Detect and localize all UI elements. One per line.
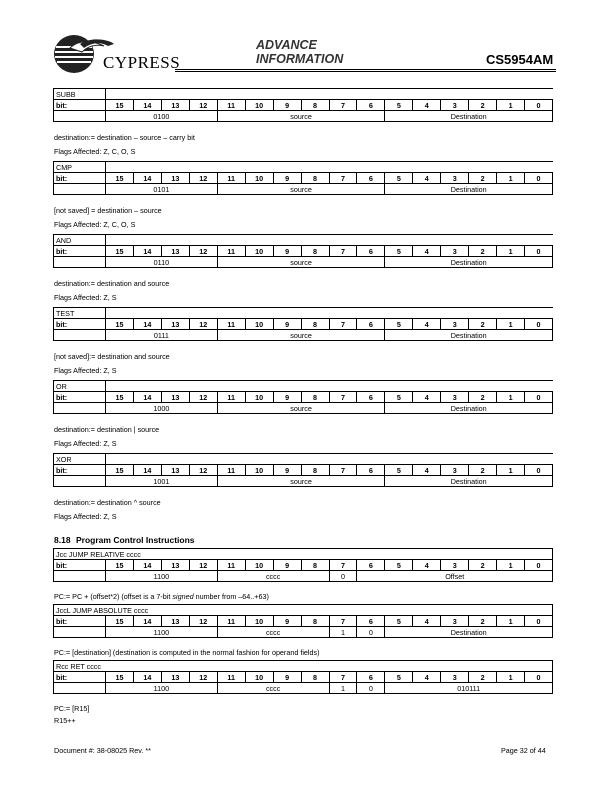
instruction-name: AND — [54, 235, 106, 246]
bit-number: 1 — [497, 392, 525, 403]
bit-number: 12 — [189, 173, 217, 184]
bit-number: 2 — [469, 560, 497, 571]
bit7-field: 1 — [329, 627, 357, 638]
bit-row — [54, 616, 553, 627]
bit-number: 9 — [273, 616, 301, 627]
bit-number: 8 — [301, 246, 329, 257]
bit-number: 0 — [525, 246, 553, 257]
rcc-table — [53, 660, 553, 694]
bit-number: 15 — [106, 100, 134, 111]
bit-number: 6 — [357, 173, 385, 184]
bit-number: 3 — [441, 319, 469, 330]
source-field: source — [217, 184, 385, 195]
bit-number: 5 — [385, 616, 413, 627]
bit-number: 13 — [161, 246, 189, 257]
bit-number: 6 — [357, 246, 385, 257]
bit-number: 14 — [133, 560, 161, 571]
bit-number: 10 — [245, 560, 273, 571]
operation-description: destination:= destination ^ source — [54, 498, 161, 507]
bit-number: 12 — [189, 100, 217, 111]
bit-number: 12 — [189, 560, 217, 571]
bit-number: 1 — [497, 672, 525, 683]
bit-number: 4 — [413, 319, 441, 330]
bit-number: 1 — [497, 100, 525, 111]
jccl-table — [53, 604, 553, 638]
bit-number: 11 — [217, 246, 245, 257]
bit-number: 9 — [273, 246, 301, 257]
bit-number: 5 — [385, 173, 413, 184]
bit-number: 3 — [441, 465, 469, 476]
bit-number: 4 — [413, 560, 441, 571]
bit-number: 9 — [273, 100, 301, 111]
bit-number: 3 — [441, 560, 469, 571]
bit-number: 3 — [441, 100, 469, 111]
bit-label: bit: — [54, 173, 106, 184]
bit-number: 0 — [525, 100, 553, 111]
bit-number: 14 — [133, 392, 161, 403]
bit-number: 9 — [273, 392, 301, 403]
bit-number: 8 — [301, 672, 329, 683]
bit-number: 15 — [106, 392, 134, 403]
bit-label: bit: — [54, 616, 106, 627]
bit-number: 5 — [385, 246, 413, 257]
bit-number: 7 — [329, 319, 357, 330]
bit-number: 2 — [469, 672, 497, 683]
bit-number: 13 — [161, 173, 189, 184]
bit-number: 12 — [189, 616, 217, 627]
bit-number: 8 — [301, 616, 329, 627]
bit-number: 14 — [133, 319, 161, 330]
bit-label: bit: — [54, 465, 106, 476]
instruction-name: Rcc RET cccc — [54, 661, 553, 672]
bit-number: 6 — [357, 672, 385, 683]
section-number: 8.18 — [54, 535, 71, 545]
bit-number: 10 — [245, 465, 273, 476]
bit-number: 10 — [245, 173, 273, 184]
bit-number: 0 — [525, 319, 553, 330]
bit-number: 7 — [329, 465, 357, 476]
instruction-table — [53, 234, 553, 268]
destination-field: Destination — [385, 111, 553, 122]
operation-description: [not saved] = destination – source — [54, 206, 162, 215]
bit-number: 13 — [161, 560, 189, 571]
bit-number: 0 — [525, 560, 553, 571]
bit-number: 14 — [133, 616, 161, 627]
destination-field: Destination — [385, 184, 553, 195]
instruction-table — [53, 307, 553, 341]
opcode-field: 1100 — [106, 571, 218, 582]
ret-field: 010111 — [385, 683, 553, 694]
bit-number: 0 — [525, 173, 553, 184]
offset-field: Offset — [357, 571, 553, 582]
instruction-table — [53, 380, 553, 414]
bit-number: 0 — [525, 672, 553, 683]
condition-field: cccc — [217, 683, 329, 694]
source-field: source — [217, 476, 385, 487]
bit-number: 8 — [301, 319, 329, 330]
bit7-field: 1 — [329, 683, 357, 694]
bit-number: 15 — [106, 672, 134, 683]
bit-number: 10 — [245, 319, 273, 330]
bit-number: 5 — [385, 392, 413, 403]
bit-number: 12 — [189, 319, 217, 330]
bit-number: 0 — [525, 616, 553, 627]
bit-number: 12 — [189, 465, 217, 476]
bit-number: 11 — [217, 319, 245, 330]
bit-number: 4 — [413, 173, 441, 184]
bit-number: 9 — [273, 319, 301, 330]
opcode-field: 0100 — [106, 111, 218, 122]
bit6-field: 0 — [357, 683, 385, 694]
source-field: source — [217, 111, 385, 122]
bit-number: 8 — [301, 465, 329, 476]
source-field: source — [217, 330, 385, 341]
bit-number: 1 — [497, 560, 525, 571]
bit-number: 3 — [441, 246, 469, 257]
opcode-field: 1001 — [106, 476, 218, 487]
bit-number: 2 — [469, 246, 497, 257]
bit-number: 11 — [217, 560, 245, 571]
bit-label: bit: — [54, 100, 106, 111]
bit-number: 6 — [357, 392, 385, 403]
advance-information-label — [256, 38, 343, 66]
bit-number: 7 — [329, 616, 357, 627]
bit-number: 3 — [441, 173, 469, 184]
bit-row — [54, 173, 553, 184]
bit-number: 8 — [301, 100, 329, 111]
cypress-logo-text: CYPRESS — [103, 53, 181, 72]
bit-number: 8 — [301, 560, 329, 571]
bit-number: 5 — [385, 319, 413, 330]
bit-label: bit: — [54, 560, 106, 571]
bit-row — [54, 100, 553, 111]
bit-number: 10 — [245, 246, 273, 257]
bit-number: 15 — [106, 616, 134, 627]
instruction-table — [53, 453, 553, 487]
bit-label: bit: — [54, 392, 106, 403]
rcc-description-2: R15++ — [54, 716, 76, 725]
bit-number: 5 — [385, 100, 413, 111]
bit-number: 7 — [329, 246, 357, 257]
bit-number: 7 — [329, 392, 357, 403]
flags-affected: Flags Affected: Z, S — [54, 366, 117, 375]
bit-number: 4 — [413, 465, 441, 476]
opcode-field: 1100 — [106, 683, 218, 694]
bit-row — [54, 560, 553, 571]
bit-number: 13 — [161, 672, 189, 683]
header-rule — [175, 69, 556, 70]
instruction-name: Jcc JUMP RELATIVE cccc — [54, 549, 553, 560]
bit-number: 14 — [133, 173, 161, 184]
instruction-table — [53, 88, 553, 122]
destination-field: Destination — [385, 330, 553, 341]
condition-field: cccc — [217, 627, 329, 638]
bit-number: 13 — [161, 100, 189, 111]
bit-number: 4 — [413, 672, 441, 683]
bit-number: 7 — [329, 100, 357, 111]
bit-number: 6 — [357, 319, 385, 330]
status-line-1: ADVANCE — [256, 38, 317, 52]
bit-number: 1 — [497, 246, 525, 257]
bit-row — [54, 392, 553, 403]
instruction-table — [53, 161, 553, 195]
bit-number: 2 — [469, 173, 497, 184]
bit-number: 2 — [469, 319, 497, 330]
opcode-field: 0111 — [106, 330, 218, 341]
bit-number: 11 — [217, 100, 245, 111]
source-field: source — [217, 257, 385, 268]
bit-number: 12 — [189, 672, 217, 683]
bit-number: 10 — [245, 616, 273, 627]
destination-field: Destination — [385, 257, 553, 268]
flags-affected: Flags Affected: Z, S — [54, 293, 117, 302]
bit-number: 10 — [245, 672, 273, 683]
bit-number: 7 — [329, 672, 357, 683]
bit-number: 11 — [217, 465, 245, 476]
document-number: Document #: 38-08025 Rev. ** — [54, 746, 151, 755]
bit-number: 4 — [413, 616, 441, 627]
bit-row — [54, 465, 553, 476]
bit-number: 2 — [469, 616, 497, 627]
source-field: source — [217, 403, 385, 414]
bit-number: 14 — [133, 246, 161, 257]
section-heading — [54, 535, 195, 545]
bit-number: 10 — [245, 100, 273, 111]
bit-number: 6 — [357, 560, 385, 571]
jcc-table — [53, 548, 553, 582]
bit-number: 14 — [133, 100, 161, 111]
bit-number: 2 — [469, 100, 497, 111]
bit-number: 4 — [413, 100, 441, 111]
operation-description: [not saved]:= destination and source — [54, 352, 170, 361]
bit-number: 9 — [273, 173, 301, 184]
bit-number: 6 — [357, 100, 385, 111]
flags-affected: Flags Affected: Z, C, O, S — [54, 220, 136, 229]
bit-number: 15 — [106, 560, 134, 571]
bit-number: 6 — [357, 616, 385, 627]
bit-number: 1 — [497, 173, 525, 184]
bit-number: 13 — [161, 319, 189, 330]
flags-affected: Flags Affected: Z, C, O, S — [54, 147, 136, 156]
jccl-description: PC:= [destination] (destination is computed in the normal fashion for operand fields) — [54, 648, 320, 657]
destination-field: Destination — [385, 403, 553, 414]
bit-number: 0 — [525, 465, 553, 476]
bit-number: 10 — [245, 392, 273, 403]
bit7-field: 0 — [329, 571, 357, 582]
bit-number: 15 — [106, 173, 134, 184]
operation-description: destination:= destination – source – carry bit — [54, 133, 195, 142]
bit-number: 15 — [106, 465, 134, 476]
bit-label: bit: — [54, 319, 106, 330]
instruction-name: SUBB — [54, 89, 106, 100]
bit-number: 8 — [301, 392, 329, 403]
header-rule-2 — [175, 71, 556, 72]
instruction-name: JccL JUMP ABSOLUTE cccc — [54, 605, 553, 616]
bit-number: 11 — [217, 392, 245, 403]
bit-row — [54, 246, 553, 257]
bit-number: 5 — [385, 672, 413, 683]
bit-number: 3 — [441, 616, 469, 627]
bit-number: 5 — [385, 465, 413, 476]
bit-number: 13 — [161, 616, 189, 627]
bit-number: 11 — [217, 173, 245, 184]
bit-number: 1 — [497, 465, 525, 476]
opcode-field: 1100 — [106, 627, 218, 638]
bit-label: bit: — [54, 672, 106, 683]
bit-number: 13 — [161, 392, 189, 403]
bit-number: 5 — [385, 560, 413, 571]
bit-row — [54, 319, 553, 330]
rcc-description-1: PC:= [R15] — [54, 704, 90, 713]
condition-field: cccc — [217, 571, 329, 582]
destination-field: Destination — [385, 476, 553, 487]
jcc-description: PC:= PC + (offset*2) (offset is a 7-bit signed number from –64..+63) — [54, 592, 269, 601]
bit-number: 9 — [273, 672, 301, 683]
instruction-name: XOR — [54, 454, 106, 465]
instruction-name: OR — [54, 381, 106, 392]
part-number: CS5954AM — [486, 52, 554, 67]
opcode-field: 1000 — [106, 403, 218, 414]
opcode-field: 0110 — [106, 257, 218, 268]
bit-number: 13 — [161, 465, 189, 476]
bit-number: 2 — [469, 465, 497, 476]
bit-number: 9 — [273, 560, 301, 571]
flags-affected: Flags Affected: Z, S — [54, 439, 117, 448]
bit-number: 7 — [329, 560, 357, 571]
bit-number: 4 — [413, 246, 441, 257]
bit-label: bit: — [54, 246, 106, 257]
bit-number: 8 — [301, 173, 329, 184]
bit-number: 14 — [133, 672, 161, 683]
bit-number: 15 — [106, 319, 134, 330]
bit-row — [54, 672, 553, 683]
bit-number: 1 — [497, 616, 525, 627]
bit-number: 7 — [329, 173, 357, 184]
operation-description: destination:= destination and source — [54, 279, 170, 288]
instruction-name: CMP — [54, 162, 106, 173]
bit6-field: 0 — [357, 627, 385, 638]
bit-number: 2 — [469, 392, 497, 403]
opcode-field: 0101 — [106, 184, 218, 195]
instruction-name: TEST — [54, 308, 106, 319]
bit-number: 15 — [106, 246, 134, 257]
bit-number: 0 — [525, 392, 553, 403]
bit-number: 3 — [441, 672, 469, 683]
bit-number: 14 — [133, 465, 161, 476]
bit-number: 1 — [497, 319, 525, 330]
bit-number: 9 — [273, 465, 301, 476]
bit-number: 12 — [189, 392, 217, 403]
bit-number: 6 — [357, 465, 385, 476]
bit-number: 4 — [413, 392, 441, 403]
status-line-2: INFORMATION — [256, 52, 344, 66]
bit-number: 12 — [189, 246, 217, 257]
page-number: Page 32 of 44 — [501, 746, 546, 755]
bit-number: 11 — [217, 616, 245, 627]
flags-affected: Flags Affected: Z, S — [54, 512, 117, 521]
bit-number: 3 — [441, 392, 469, 403]
bit-number: 11 — [217, 672, 245, 683]
operation-description: destination:= destination | source — [54, 425, 160, 434]
section-title: Program Control Instructions — [76, 535, 195, 545]
destination-field: Destination — [385, 627, 553, 638]
